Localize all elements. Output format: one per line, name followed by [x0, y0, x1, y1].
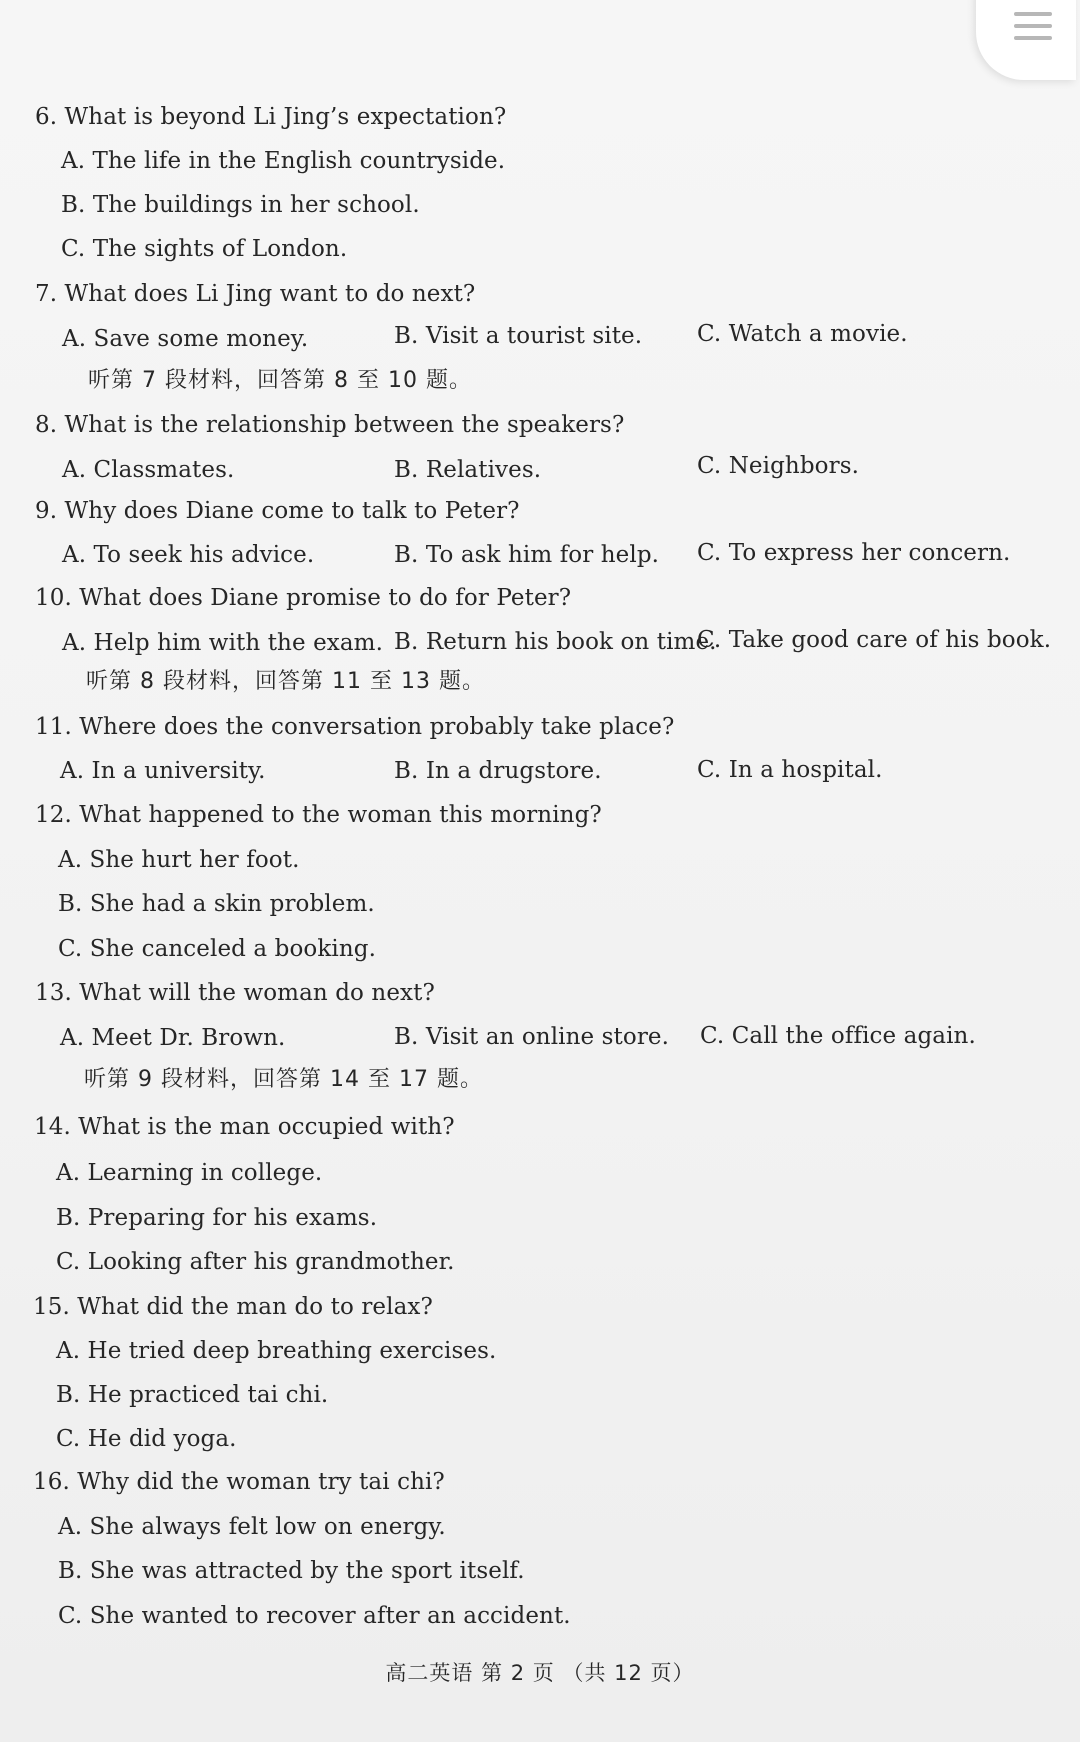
q10-option-a: A. Help him with the exam.: [62, 630, 383, 656]
question-9: 9. Why does Diane come to talk to Peter?: [35, 498, 520, 524]
question-16: 16. Why did the woman try tai chi?: [33, 1469, 445, 1495]
q15-option-a: A. He tried deep breathing exercises.: [56, 1338, 497, 1364]
hamburger-menu-icon: [1014, 12, 1052, 16]
q13-option-b: B. Visit an online store.: [394, 1024, 670, 1050]
q8-option-c: C. Neighbors.: [697, 453, 860, 479]
question-13: 13. What will the woman do next?: [35, 980, 435, 1006]
q13-option-c: C. Call the office again.: [700, 1023, 976, 1049]
question-12: 12. What happened to the woman this morning?: [35, 802, 602, 828]
q16-option-a: A. She always felt low on energy.: [58, 1514, 446, 1540]
question-7: 7. What does Li Jing want to do next?: [35, 281, 476, 307]
listening-instruction-9: 听第 9 段材料，回答第 14 至 17 题。: [84, 1067, 483, 1092]
q16-option-b: B. She was attracted by the sport itself.: [58, 1558, 525, 1584]
question-8: 8. What is the relationship between the speakers?: [35, 412, 625, 438]
q10-option-c: C. Take good care of his book.: [697, 627, 1052, 653]
listening-instruction-7: 听第 7 段材料，回答第 8 至 10 题。: [88, 368, 472, 393]
q12-option-a: A. She hurt her foot.: [58, 847, 300, 873]
q8-option-b: B. Relatives.: [394, 457, 542, 483]
q6-option-a: A. The life in the English countryside.: [61, 148, 506, 174]
q9-option-a: A. To seek his advice.: [62, 542, 315, 568]
hamburger-menu-icon-bar: [1014, 36, 1052, 40]
q9-option-c: C. To express her concern.: [697, 540, 1011, 566]
q7-option-a: A. Save some money.: [62, 326, 309, 352]
q14-option-b: B. Preparing for his exams.: [56, 1205, 378, 1231]
page-footer: 高二英语 第 2 页 （共 12 页）: [385, 1661, 695, 1685]
hamburger-menu-icon-bar: [1014, 24, 1052, 28]
q13-option-a: A. Meet Dr. Brown.: [60, 1025, 286, 1051]
question-11: 11. Where does the conversation probably take place?: [35, 714, 675, 740]
question-15: 15. What did the man do to relax?: [33, 1294, 433, 1320]
menu-button[interactable]: [976, 0, 1076, 80]
q10-option-b: B. Return his book on time.: [394, 629, 717, 655]
q6-option-b: B. The buildings in her school.: [61, 192, 420, 218]
q14-option-c: C. Looking after his grandmother.: [56, 1249, 455, 1275]
q8-option-a: A. Classmates.: [62, 457, 235, 483]
listening-instruction-8: 听第 8 段材料，回答第 11 至 13 题。: [86, 669, 485, 694]
q12-option-b: B. She had a skin problem.: [58, 891, 375, 917]
q16-option-c: C. She wanted to recover after an accident.: [58, 1603, 571, 1629]
question-10: 10. What does Diane promise to do for Peter?: [35, 585, 572, 611]
q7-option-b: B. Visit a tourist site.: [394, 323, 643, 349]
q12-option-c: C. She canceled a booking.: [58, 936, 376, 962]
q14-option-a: A. Learning in college.: [56, 1160, 323, 1186]
q15-option-c: C. He did yoga.: [56, 1426, 237, 1452]
q7-option-c: C. Watch a movie.: [697, 321, 908, 347]
q9-option-b: B. To ask him for help.: [394, 542, 660, 568]
q11-option-c: C. In a hospital.: [697, 757, 883, 783]
question-14: 14. What is the man occupied with?: [34, 1114, 455, 1140]
q6-option-c: C. The sights of London.: [61, 236, 348, 262]
q11-option-a: A. In a university.: [60, 758, 266, 784]
question-6: 6. What is beyond Li Jing’s expectation?: [35, 104, 507, 130]
q11-option-b: B. In a drugstore.: [394, 758, 602, 784]
q15-option-b: B. He practiced tai chi.: [56, 1382, 329, 1408]
